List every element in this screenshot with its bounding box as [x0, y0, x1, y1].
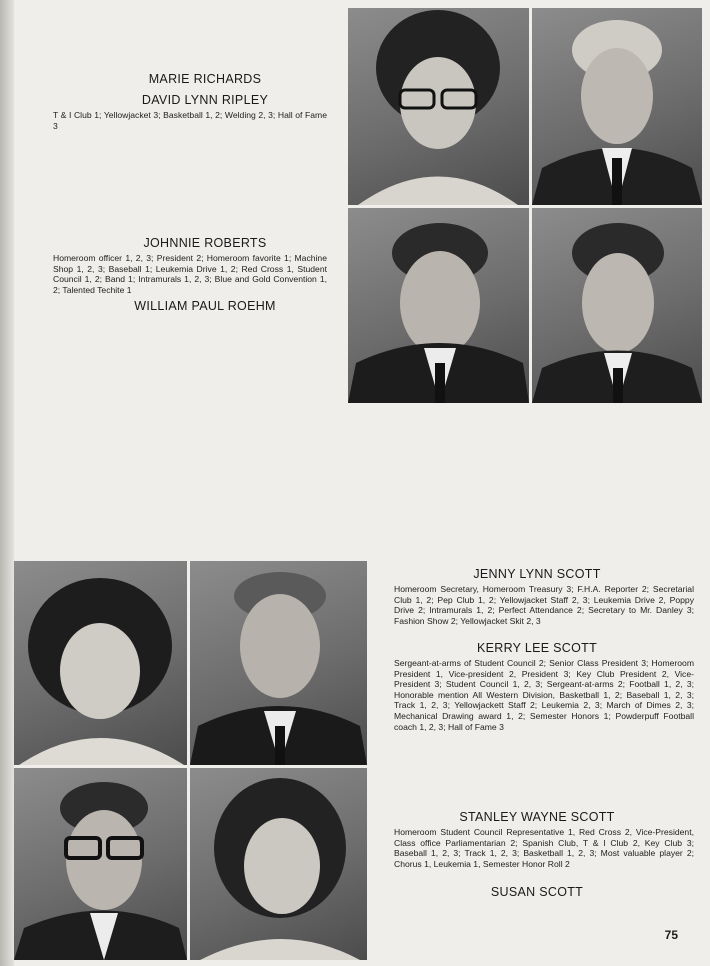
student-name-david-lynn-ripley: DAVID LYNN RIPLEY — [141, 93, 269, 107]
student-bio-kerry-lee-scott: Sergeant-at-arms of Student Council 2; Senior Class President 3; Homeroom President 1, Vice-president 2, President 3; Key Club President 2, Vice-President 3; Student Council 1, 2, 3; Sergeant-at-arms 2; Football 1, 2, 3; Honorable mention All Western Division, Basketball 1, 2; Baseball 1, 2, 3; Track 1, 2, 3; Yellowjackett Staff 2; Leukemia 2, 3; March of Dimes 2, 3; Mechanical Drawing award 1, 2; Semester Honors 1; Powderpuff Football coach 1, 2, 3; Hall of Fame 3 — [394, 658, 694, 732]
student-name-johnnie-roberts: JOHNNIE ROBERTS — [143, 236, 267, 250]
student-bio-jenny-lynn-scott: Homeroom Secretary, Homeroom Treasury 3; F.H.A. Reporter 2; Secretarial Club 1, 2; Pep Club 1, 2; Yellowjacket Staff 2, 3; Leukemia Drive 2, Poppy Drive 2; Intramurals 1, 2; Perfect Attendance 2; Secretary to Mr. Danley 3; Fashion Show 2; Yellowjacket Skit 2, 3 — [394, 584, 694, 626]
student-name-marie-richards: MARIE RICHARDS — [148, 72, 262, 86]
student-bio-david-lynn-ripley: T & I Club 1; Yellowjacket 3; Basketball 1, 2; Welding 2, 3; Hall of Fame 3 — [53, 110, 327, 131]
page-number: 75 — [664, 928, 678, 942]
portrait-photo-susan-scott — [190, 768, 367, 960]
student-name-kerry-lee-scott: KERRY LEE SCOTT — [476, 641, 598, 655]
portrait-photo-william-paul-roehm — [532, 208, 702, 403]
student-bio-stanley-wayne-scott: Homeroom Student Council Representative 1, Red Cross 2, Vice-President, Class office Parliamentarian 2; Spanish Club, T & I Club 2, Key Club 3; Baseball 1, 2, 3; Track 1, 2, 3; Basketball 1, 2, 3; Most valuable player 2; Chorus 1, Leukemia 1, Semester Honor Roll 2 — [394, 827, 694, 869]
page-gutter — [0, 0, 14, 966]
student-name-susan-scott: SUSAN SCOTT — [490, 885, 584, 899]
portrait-photo-stanley-wayne-scott — [14, 768, 187, 960]
portrait-photo-david-lynn-ripley — [532, 8, 702, 205]
student-bio-johnnie-roberts: Homeroom officer 1, 2, 3; President 2; Homeroom favorite 1; Machine Shop 1, 2, 3; Baseball 1; Leukemia Drive 1, 2; Red Cross 1, Student Council 1, 2; Band 1; Intramurals 1, 2, 3; Blue and Gold Convention 1, 2; Talented Techite 1 — [53, 253, 327, 295]
portrait-photo-johnnie-roberts — [348, 208, 529, 403]
portrait-photo-jenny-lynn-scott — [14, 561, 187, 765]
portrait-photo-marie-richards — [348, 8, 529, 205]
student-name-jenny-lynn-scott: JENNY LYNN SCOTT — [473, 567, 601, 581]
portrait-photo-kerry-lee-scott — [190, 561, 367, 765]
student-name-stanley-wayne-scott: STANLEY WAYNE SCOTT — [459, 810, 615, 824]
student-name-william-paul-roehm: WILLIAM PAUL ROEHM — [134, 299, 276, 313]
